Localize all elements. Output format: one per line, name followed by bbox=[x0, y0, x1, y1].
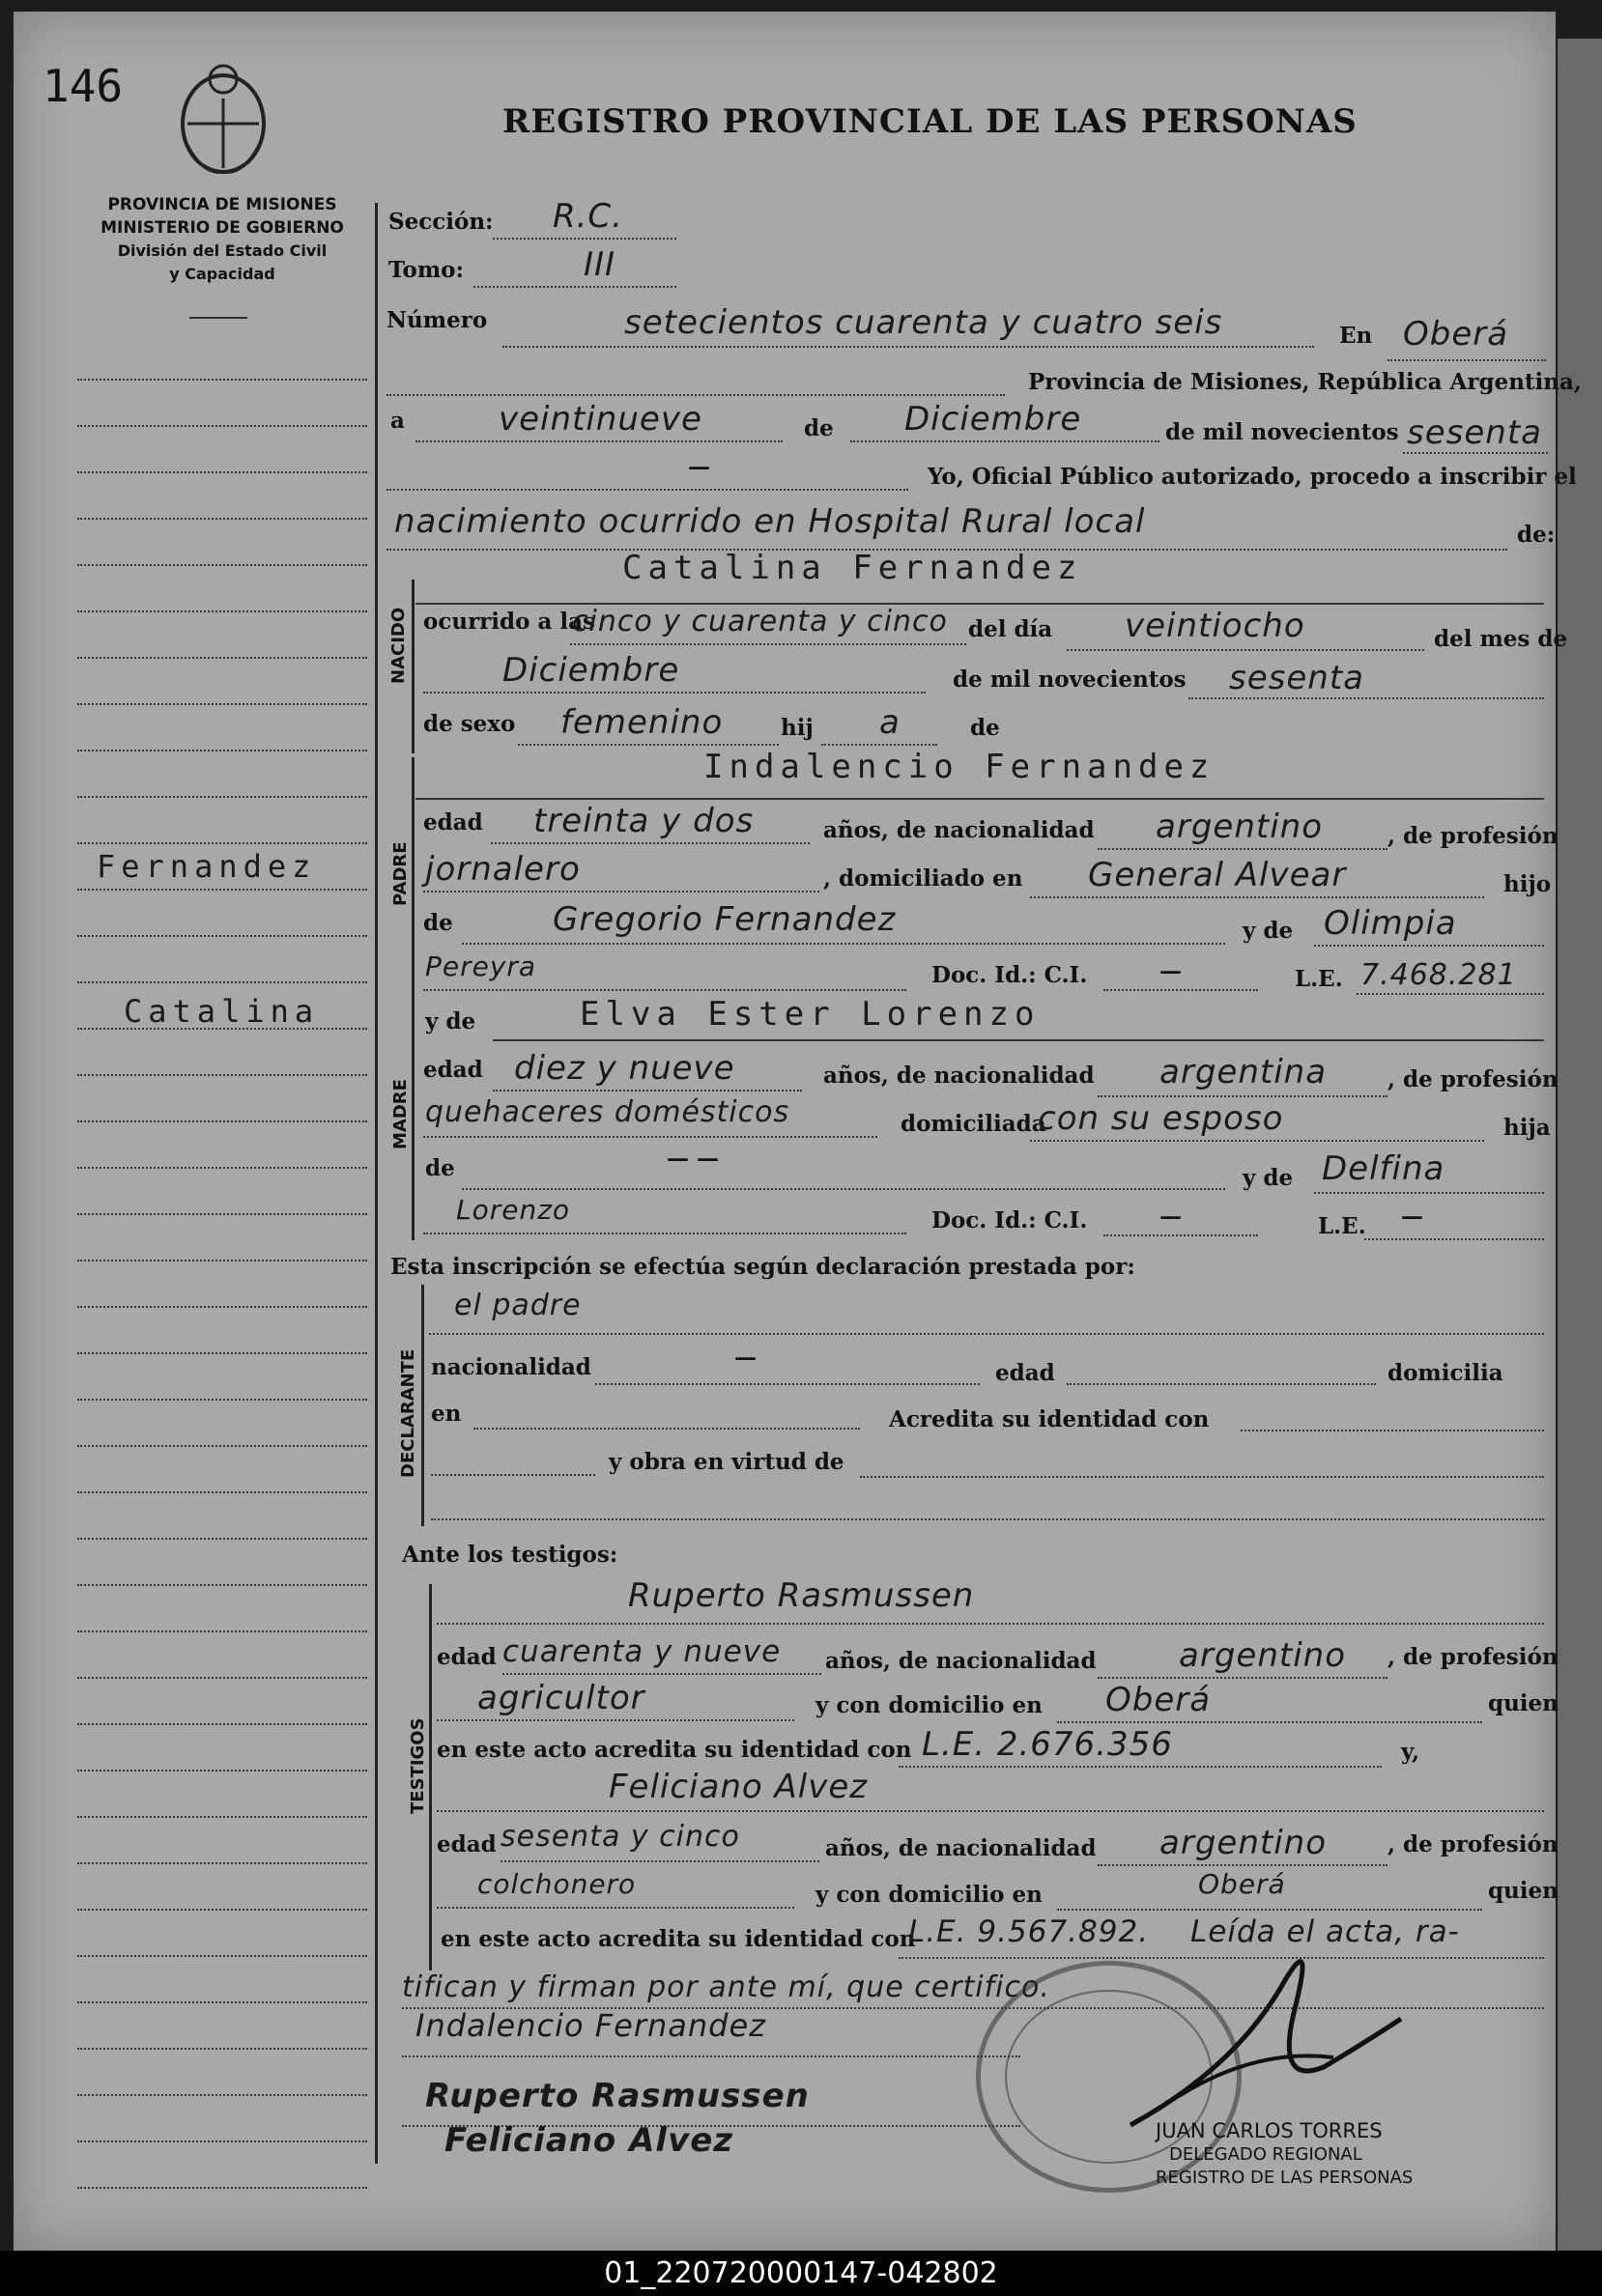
document-title: REGISTRO PROVINCIAL DE LAS PERSONAS bbox=[502, 102, 1358, 141]
declarante-obra-label: y obra en virtud de bbox=[609, 1449, 844, 1475]
tomo-value: III bbox=[584, 245, 616, 284]
w1-acredita-label: en este acto acredita su identidad con bbox=[437, 1737, 912, 1763]
closing-text-1: Leída el acta, ra- bbox=[1190, 1914, 1460, 1949]
sexo-value: femenino bbox=[560, 703, 724, 742]
hija-label: hija bbox=[1503, 1115, 1551, 1141]
numero-label: Número bbox=[386, 307, 488, 333]
ministry-line: División del Estado Civil bbox=[117, 241, 328, 260]
numero-value: setecientos cuarenta y cuatro seis bbox=[624, 303, 1223, 342]
signature-witness-2: Feliciano Alvez bbox=[444, 2121, 734, 2160]
madre-father-value: — — bbox=[667, 1146, 720, 1172]
hour-value: cinco y cuarenta y cinco bbox=[572, 605, 948, 638]
madre-le-label: L.E. bbox=[1318, 1213, 1366, 1239]
madre-mother-value2: Lorenzo bbox=[456, 1194, 571, 1226]
madre-y-de-label: y de bbox=[425, 1008, 476, 1035]
w1-anos-label: años, de nacionalidad bbox=[825, 1648, 1097, 1674]
en-value: Oberá bbox=[1403, 315, 1509, 354]
w2-edad-label: edad bbox=[437, 1831, 497, 1857]
w2-domicilio-value: Oberá bbox=[1198, 1868, 1286, 1900]
w1-nacionalidad-value: argentino bbox=[1179, 1636, 1346, 1675]
w2-domicilio-label: y con domicilio en bbox=[815, 1882, 1043, 1908]
coat-of-arms-icon bbox=[172, 60, 274, 178]
domiciliada-label: domiciliada bbox=[901, 1111, 1046, 1137]
testigos-label: TESTIGOS bbox=[408, 1717, 428, 1814]
padre-de-label: de bbox=[423, 910, 453, 936]
de-label: de bbox=[804, 415, 834, 441]
w1-profesion-value: agricultor bbox=[477, 1679, 645, 1717]
ministry-line: MINISTERIO DE GOBIERNO bbox=[100, 218, 344, 238]
sexo-label: de sexo bbox=[423, 711, 516, 737]
a-label: a bbox=[390, 408, 405, 434]
declarante-intro: Esta inscripción se efectúa según declaración prestada por: bbox=[390, 1254, 1135, 1280]
padre-name: Indalencio Fernandez bbox=[703, 748, 1216, 786]
declarante-bracket bbox=[421, 1285, 424, 1526]
padre-edad-value: treinta y dos bbox=[533, 802, 755, 840]
padre-father-value: Gregorio Fernandez bbox=[553, 900, 897, 939]
declarante-en-label: en bbox=[431, 1401, 462, 1427]
w2-doc-value: L.E. 9.567.892. bbox=[908, 1914, 1150, 1949]
official-signature-icon bbox=[1121, 1922, 1411, 2135]
padre-mother-value2: Pereyra bbox=[425, 950, 537, 982]
year-value: sesenta bbox=[1407, 413, 1542, 452]
nacido-year-text: de mil novecientos bbox=[953, 666, 1187, 693]
de-colon: de: bbox=[1517, 522, 1556, 548]
madre-anos-label: años, de nacionalidad bbox=[823, 1063, 1095, 1089]
main-rule bbox=[375, 203, 378, 2164]
oficial-text: Yo, Oficial Público autorizado, procedo a inscribir el bbox=[928, 464, 1577, 490]
w2-profesion-value: colchonero bbox=[477, 1868, 637, 1900]
official-office: REGISTRO DE LAS PERSONAS bbox=[1156, 2168, 1414, 2188]
closing-text-2: tifican y firman por ante mí, que certifico. bbox=[402, 1970, 1050, 2004]
nacido-de-label: de bbox=[970, 715, 1000, 741]
w2-nacionalidad-value: argentino bbox=[1159, 1824, 1327, 1862]
padre-doc-label: Doc. Id.: C.I. bbox=[931, 962, 1088, 988]
madre-nacionalidad-value: argentina bbox=[1159, 1053, 1328, 1091]
del-mes-label: del mes de bbox=[1434, 626, 1568, 652]
day-value: veintinueve bbox=[499, 400, 702, 439]
declarante-name-value: el padre bbox=[454, 1289, 582, 1322]
w1-domicilio-value: Oberá bbox=[1105, 1681, 1212, 1719]
w1-edad-value: cuarenta y nueve bbox=[502, 1634, 782, 1669]
madre-profesion-label: , de profesión bbox=[1387, 1066, 1559, 1092]
signature-declarante: Indalencio Fernandez bbox=[415, 2007, 766, 2044]
seccion-label: Sección: bbox=[388, 209, 494, 235]
testigos-intro: Ante los testigos: bbox=[402, 1542, 618, 1568]
hijo-label: hijo bbox=[1503, 871, 1552, 897]
page-number: 146 bbox=[43, 60, 124, 112]
madre-mother-value: Delfina bbox=[1322, 1149, 1445, 1188]
ministry-line: y Capacidad bbox=[169, 265, 275, 283]
w2-name: Feliciano Alvez bbox=[609, 1768, 869, 1806]
seccion-value: R.C. bbox=[553, 197, 623, 236]
declarante-edad-label: edad bbox=[995, 1360, 1055, 1386]
testigos-bracket bbox=[429, 1584, 432, 1970]
year-text: de mil novecientos bbox=[1165, 419, 1399, 445]
w2-quien-label: quien bbox=[1488, 1878, 1559, 1904]
w1-quien-label: quien bbox=[1488, 1690, 1559, 1716]
official-title: DELEGADO REGIONAL bbox=[1169, 2144, 1362, 2165]
nacido-name: Catalina Fernandez bbox=[622, 549, 1083, 587]
madre-doc-label: Doc. Id.: C.I. bbox=[931, 1207, 1088, 1233]
w1-edad-label: edad bbox=[437, 1644, 497, 1670]
ocurrido-label: ocurrido a las bbox=[423, 609, 595, 635]
nacido-bracket bbox=[412, 580, 415, 753]
event-value: nacimiento ocurrido en Hospital Rural local bbox=[394, 502, 1146, 541]
madre-domicilio-value: con su esposo bbox=[1038, 1099, 1284, 1138]
signature-witness-1: Ruperto Rasmussen bbox=[425, 2077, 810, 2115]
margin-given-name: Catalina bbox=[124, 993, 320, 1030]
madre-de-label: de bbox=[425, 1155, 455, 1181]
divider bbox=[189, 317, 247, 319]
provincia-text: Provincia de Misiones, República Argentina, bbox=[1028, 369, 1582, 395]
madre-label: MADRE bbox=[390, 1079, 411, 1149]
declarante-acredita-label: Acredita su identidad con bbox=[889, 1406, 1210, 1432]
w1-domicilio-label: y con domicilio en bbox=[815, 1692, 1043, 1718]
w1-doc-value: L.E. 2.676.356 bbox=[922, 1725, 1173, 1764]
w2-edad-value: sesenta y cinco bbox=[501, 1820, 740, 1854]
padre-doc-value: — bbox=[1159, 958, 1182, 984]
tomo-label: Tomo: bbox=[388, 257, 464, 283]
w1-profesion-label: , de profesión bbox=[1387, 1644, 1559, 1670]
declarante-nacionalidad-label: nacionalidad bbox=[431, 1354, 591, 1380]
padre-anos-label: años, de nacionalidad bbox=[823, 817, 1095, 843]
madre-doc-value: — bbox=[1159, 1204, 1182, 1230]
padre-profesion-value: jornalero bbox=[425, 850, 581, 889]
padre-y-de-label: y de bbox=[1243, 918, 1294, 944]
madre-y-de-label2: y de bbox=[1243, 1165, 1294, 1191]
nacido-month-value: Diciembre bbox=[502, 651, 680, 690]
declarante-domicilia-label: domicilia bbox=[1387, 1360, 1503, 1386]
madre-profesion-value: quehaceres domésticos bbox=[425, 1095, 790, 1129]
domiciliado-label: , domiciliado en bbox=[823, 865, 1023, 892]
padre-edad-label: edad bbox=[423, 809, 483, 836]
madre-name: Elva Ester Lorenzo bbox=[580, 995, 1041, 1034]
ministry-block bbox=[77, 193, 367, 286]
padre-profesion-label: , de profesión bbox=[1387, 823, 1559, 849]
madre-edad-label: edad bbox=[423, 1057, 483, 1083]
ministry-line: PROVINCIA DE MISIONES bbox=[107, 195, 337, 214]
en-label: En bbox=[1339, 323, 1373, 349]
file-id-bar: 01_220720000147-042802 bbox=[0, 2251, 1602, 2296]
padre-bracket bbox=[412, 757, 415, 999]
dash: — bbox=[688, 454, 710, 480]
padre-le-label: L.E. bbox=[1295, 966, 1343, 992]
w1-name: Ruperto Rasmussen bbox=[628, 1576, 975, 1615]
hij-label: hij bbox=[781, 715, 814, 741]
nacido-day-value: veintiocho bbox=[1125, 607, 1305, 645]
padre-label: PADRE bbox=[390, 841, 411, 906]
del-dia-label: del día bbox=[968, 616, 1053, 642]
madre-edad-value: diez y nueve bbox=[514, 1049, 735, 1088]
padre-domicilio-value: General Alvear bbox=[1088, 856, 1347, 894]
w2-acredita-label: en este acto acredita su identidad con bbox=[441, 1926, 916, 1952]
padre-le-value: 7.468.281 bbox=[1360, 958, 1517, 992]
padre-nacionalidad-value: argentino bbox=[1156, 808, 1323, 846]
madre-bracket bbox=[412, 999, 415, 1240]
madre-le-value: — bbox=[1401, 1204, 1423, 1230]
nacido-label: NACIDO bbox=[388, 607, 409, 684]
month-value: Diciembre bbox=[904, 400, 1082, 439]
hij-value: a bbox=[879, 703, 901, 742]
official-name: JUAN CARLOS TORRES bbox=[1156, 2119, 1383, 2142]
w2-anos-label: años, de nacionalidad bbox=[825, 1835, 1097, 1861]
margin-surname: Fernandez bbox=[97, 848, 317, 885]
w2-profesion-label: , de profesión bbox=[1387, 1831, 1559, 1857]
nacido-year-value: sesenta bbox=[1229, 659, 1364, 697]
w1-y-label: y, bbox=[1401, 1739, 1420, 1765]
declarante-dash: — bbox=[734, 1345, 757, 1371]
padre-mother-value: Olimpia bbox=[1324, 904, 1457, 943]
declarante-label: DECLARANTE bbox=[398, 1348, 418, 1478]
